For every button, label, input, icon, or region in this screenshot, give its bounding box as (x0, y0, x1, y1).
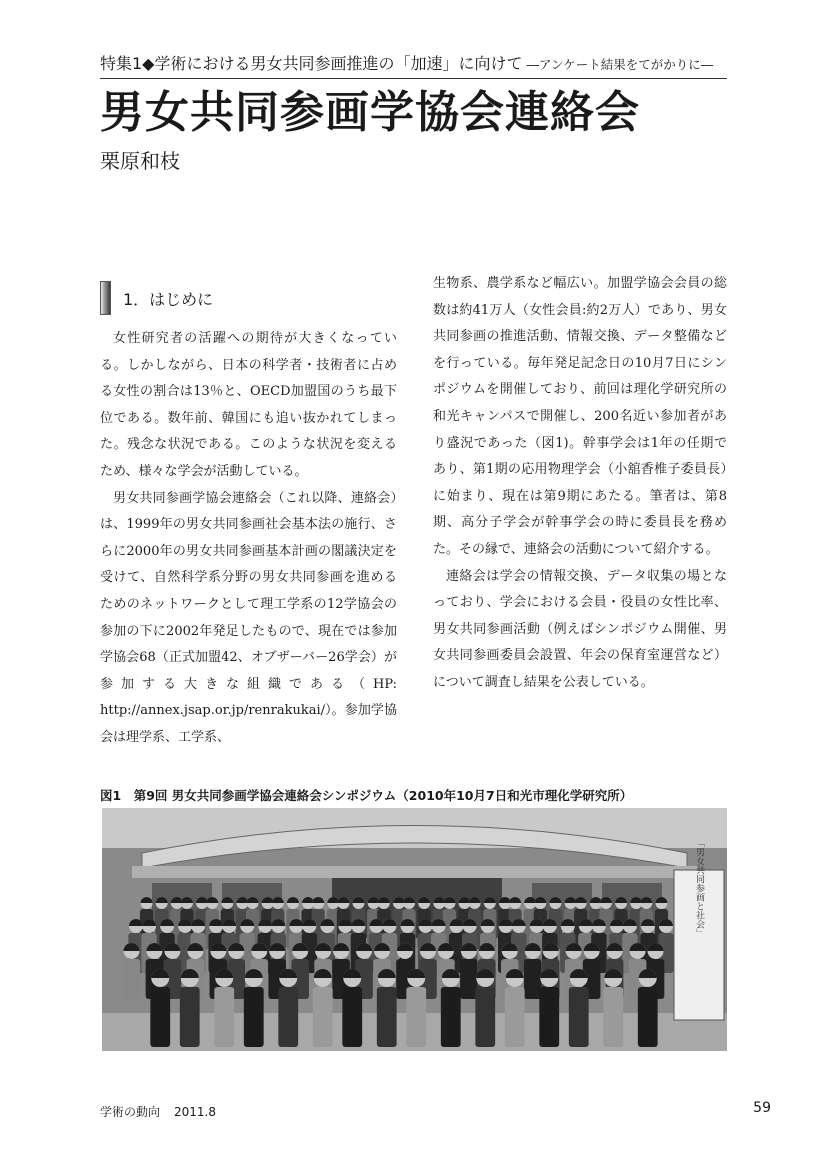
person-body (460, 959, 478, 999)
page-number: 59 (753, 1100, 771, 1116)
person-body (524, 959, 542, 999)
body-paragraph: 男女共同参画学協会連絡会（これ以降、連絡会）は、1999年の男女共同参画社会基本法の施行、さらに2000年の男女共同参画基本計画の閣議決定を受けて、自然科学系分野の男女共同参画を進めるためのネットワークとして理工学系の12学協会の参加の下に2002年発足したもので、現在では参加学協会68（正式加盟42、オブザーバー26学会）が参加する大きな組織である（HP: http://annex.jsap.or.jp/renrakukai/）。参加学協会は理学系、工学系、 (100, 490, 397, 745)
group-photo (102, 808, 727, 1051)
body-column-right (433, 271, 727, 697)
series-subtitle: ―アンケート結果をてがかりに― (526, 57, 714, 72)
series-header (100, 54, 727, 79)
person-body (244, 987, 264, 1047)
section-heading (100, 281, 213, 315)
figure-caption: 図1 第9回 男女共同参画学協会連絡会シンポジウム（2010年10月7日和光市理化学研究所） (100, 788, 633, 803)
person-body (278, 987, 298, 1047)
body-paragraph: 生物系、農学系など幅広い。加盟学協会会員の総数は約41万人（女性会員:約2万人）であり、男女共同参画の推進活動、情報交換、データ整備などを行っている。毎年発足記念日の10月7日にシンポジウムを開催しており、前回は理化学研究所の和光キャンパスで開催し、200名近い参加者があり盛況であった（図1)。幹事学会は1年の任期であり、第1期の応用物理学会（小舘香椎子委員長）に始まり、現在は第9期にあたる。筆者は、第8期、高分子学会が幹事学会の時に委員長を務めた。その縁で、連絡会の活動について紹介する。 (433, 276, 727, 557)
series-title: 特集1◆学術における男女共同参画推進の「加速」に向けて (100, 54, 523, 73)
person-body (638, 987, 658, 1047)
article-title: 男女共同参画学協会連絡会 (100, 87, 640, 138)
sign-board-text: 「男女共同参画と社会」 (694, 838, 704, 938)
body-column-left (100, 326, 397, 752)
person-body (377, 987, 397, 1047)
body-paragraph: 女性研究者の活躍への期待が大きくなっている。しかしながら、日本の科学者・技術者に占める女性の割合は13％と、OECD加盟国のうち最下位である。数年前、韓国にも追い抜かれてしまった。残念な状況である。このような状況を変えるため、様々な学会が活動している。 (100, 331, 397, 479)
section-heading-text: 1．はじめに (123, 289, 214, 309)
article-author: 栗原和枝 (100, 149, 180, 173)
person-body (441, 987, 461, 1047)
person-body (406, 987, 426, 1047)
person-body (150, 987, 170, 1047)
journal-name: 学術の動向 (100, 1105, 161, 1119)
person-body (475, 987, 495, 1047)
person-body (214, 987, 234, 1047)
person-body (313, 987, 333, 1047)
person-body (180, 987, 200, 1047)
person-body (539, 987, 559, 1047)
person-body (569, 987, 589, 1047)
issue-date: 2011.8 (174, 1105, 217, 1119)
footer-journal (100, 1103, 216, 1120)
section-marker-bar (100, 281, 111, 315)
person-body (123, 959, 141, 999)
person-body (603, 987, 623, 1047)
person-body (505, 987, 525, 1047)
person-body (342, 987, 362, 1047)
body-paragraph: 連絡会は学会の情報交換、データ収集の場となっており、学会における会員・役員の女性比率、男女共同参画活動（例えばシンポジウム開催、男女共同参画委員会設置、年会の保育室運営など）について調査し結果を公表している。 (433, 568, 727, 690)
